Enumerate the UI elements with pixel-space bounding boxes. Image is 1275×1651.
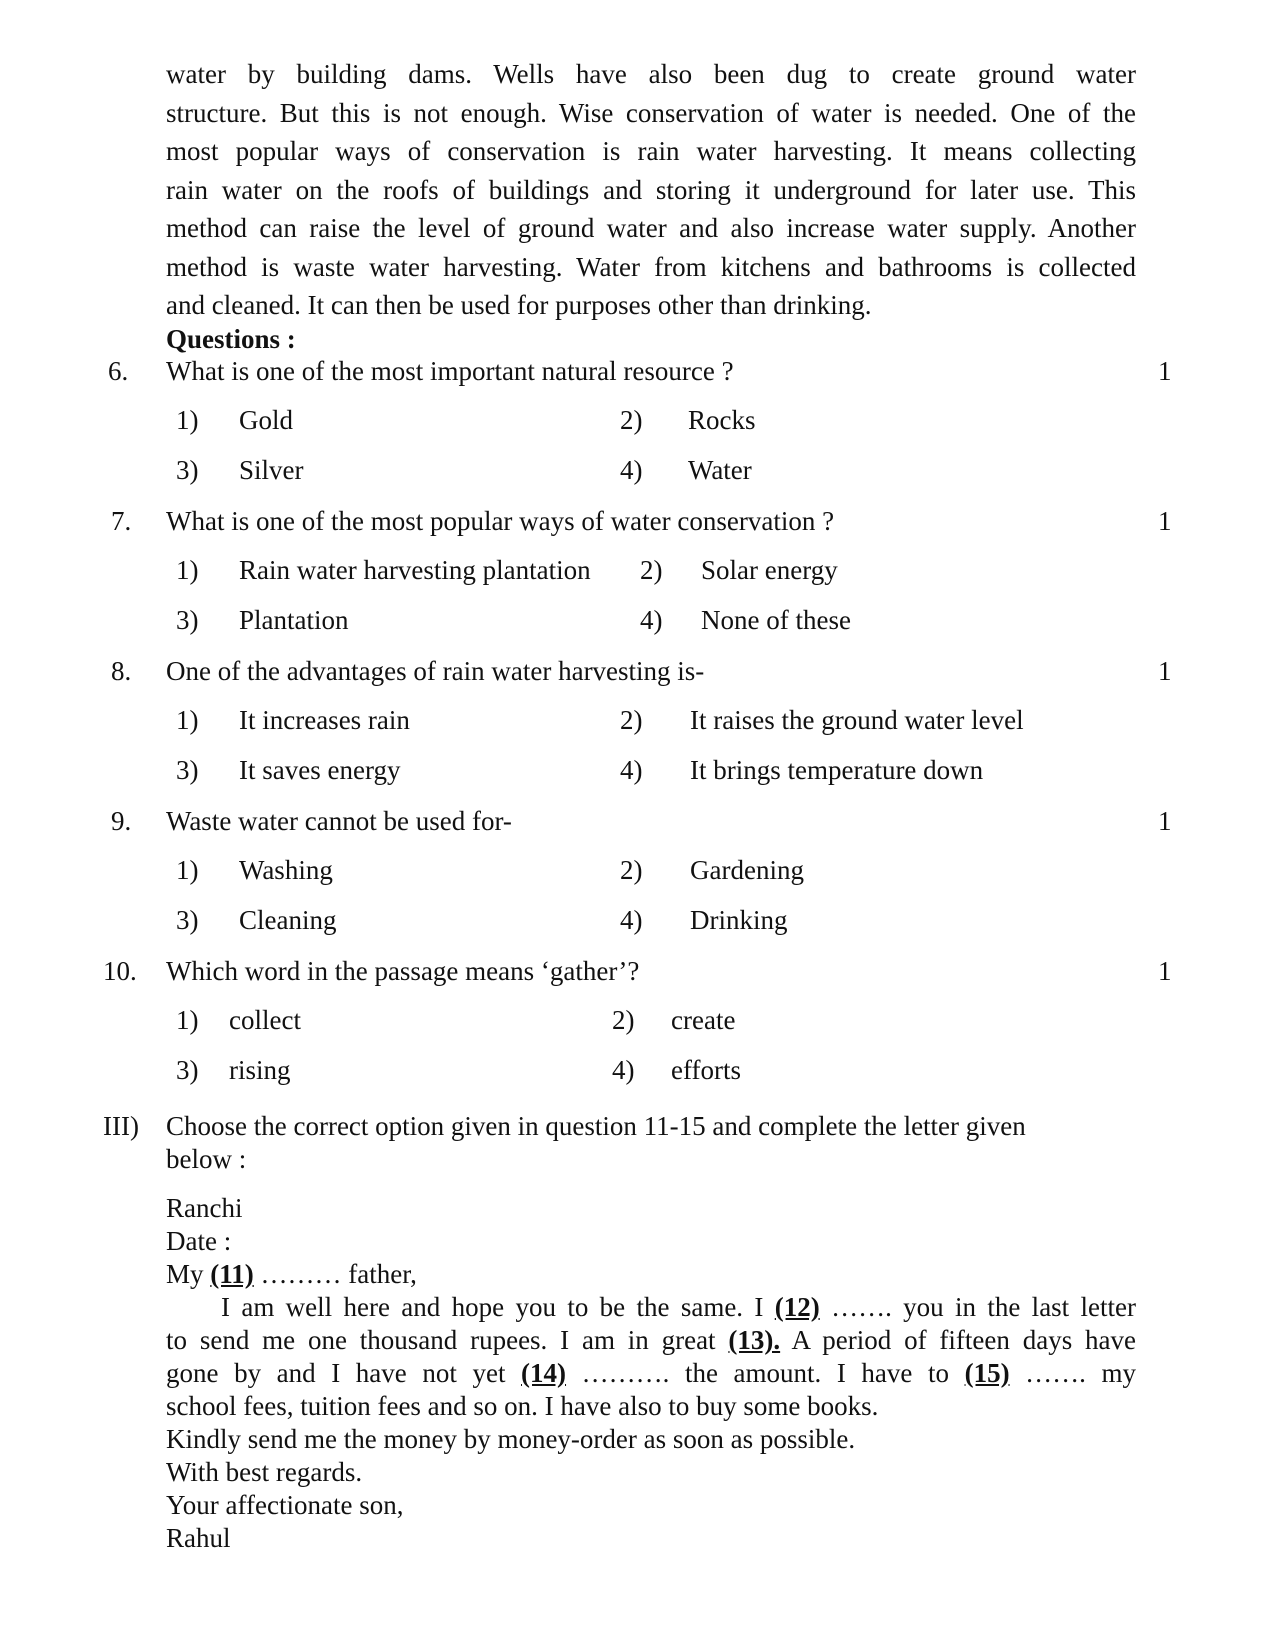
option-text: Plantation: [239, 605, 349, 635]
option-number: 3): [176, 755, 199, 785]
blank-13: (13).: [728, 1325, 781, 1355]
option-text: Rain water harvesting plantation: [239, 555, 591, 585]
comprehension-passage: [166, 55, 1136, 325]
passage-line: structure. But this is not enough. Wise conservation of water is needed. One of the: [166, 97, 1136, 128]
letter-place: Ranchi: [166, 1193, 243, 1223]
blank-11: (11): [210, 1259, 254, 1289]
option-text: Solar energy: [701, 555, 838, 585]
letter-closing: Your affectionate son,: [166, 1490, 404, 1520]
option-text: Silver: [239, 455, 304, 485]
question-number: 10.: [103, 956, 137, 986]
option-text: create: [671, 1005, 736, 1035]
option-number: 3): [176, 605, 199, 635]
option-number: 1): [176, 405, 199, 435]
option-text: Cleaning: [239, 905, 337, 935]
section-label: III): [103, 1111, 139, 1141]
section-instruction: below :: [166, 1144, 247, 1174]
question-number: 6.: [108, 356, 129, 386]
option-text: It saves energy: [239, 755, 401, 785]
option-number: 1): [176, 555, 199, 585]
option-text: efforts: [671, 1055, 741, 1085]
option-text: None of these: [701, 605, 851, 635]
option-number: 2): [612, 1005, 635, 1035]
option-number: 2): [620, 855, 643, 885]
question-number: 7.: [111, 506, 132, 536]
option-number: 1): [176, 1005, 199, 1035]
question-marks: 1: [1158, 806, 1172, 836]
option-number: 2): [620, 405, 643, 435]
question-text: Which word in the passage means ‘gather’?: [166, 956, 640, 986]
question-text: What is one of the most popular ways of water conservation ?: [166, 506, 835, 536]
question-number: 8.: [111, 656, 132, 686]
option-text: It raises the ground water level: [690, 705, 1024, 735]
option-text: Rocks: [688, 405, 756, 435]
question-marks: 1: [1158, 956, 1172, 986]
option-text: It increases rain: [239, 705, 410, 735]
passage-line: water by building dams. Wells have also been dug to create ground water: [166, 59, 1136, 89]
letter-salutation: My (11) ……… father,: [166, 1259, 417, 1289]
option-text: collect: [229, 1005, 301, 1035]
option-number: 4): [620, 455, 643, 485]
letter-body-line: gone by and I have not yet (14) ………. the amount. I have to (15) ……. my: [166, 1358, 1136, 1388]
option-number: 3): [176, 1055, 199, 1085]
section-instruction: Choose the correct option given in question 11-15 and complete the letter given: [166, 1111, 1026, 1141]
option-text: It brings temperature down: [690, 755, 984, 785]
letter-request: Kindly send me the money by money-order as soon as possible.: [166, 1424, 856, 1454]
option-number: 1): [176, 855, 199, 885]
option-text: rising: [229, 1055, 291, 1085]
passage-line: rain water on the roofs of buildings and storing it underground for later use. This: [166, 174, 1136, 205]
question-marks: 1: [1158, 356, 1172, 386]
passage-line: method can raise the level of ground water and also increase water supply. Another: [166, 213, 1136, 243]
passage-line: method is waste water harvesting. Water from kitchens and bathrooms is collected: [166, 251, 1136, 282]
question-number: 9.: [111, 806, 132, 836]
question-text: What is one of the most important natural resource ?: [166, 356, 734, 386]
option-number: 4): [620, 905, 643, 935]
blank-12: (12): [774, 1292, 820, 1322]
question-text: One of the advantages of rain water harvesting is-: [166, 656, 705, 686]
option-number: 2): [620, 705, 643, 735]
blank-14: (14): [521, 1358, 567, 1388]
letter-signature: Rahul: [166, 1523, 231, 1553]
option-number: 3): [176, 455, 199, 485]
letter-body-line: to send me one thousand rupees. I am in great (13). A period of fifteen days have: [166, 1325, 1136, 1355]
letter-body-line: I am well here and hope you to be the same. I (12) ……. you in the last letter: [221, 1292, 1136, 1322]
question-marks: 1: [1158, 656, 1172, 686]
passage-line: and cleaned. It can then be used for purposes other than drinking.: [166, 290, 872, 320]
option-number: 1): [176, 705, 199, 735]
option-number: 4): [612, 1055, 635, 1085]
letter-date: Date :: [166, 1226, 232, 1256]
option-number: 3): [176, 905, 199, 935]
blank-15: (15): [964, 1358, 1010, 1388]
option-number: 4): [620, 755, 643, 785]
option-number: 4): [640, 605, 663, 635]
option-text: Water: [688, 455, 752, 485]
option-text: Gold: [239, 405, 293, 435]
option-text: Gardening: [690, 855, 804, 885]
letter-regards: With best regards.: [166, 1457, 363, 1487]
passage-line: most popular ways of conservation is rain water harvesting. It means collecting: [166, 136, 1136, 166]
question-text: Waste water cannot be used for-: [166, 806, 512, 836]
questions-heading: Questions :: [166, 324, 296, 354]
option-number: 2): [640, 555, 663, 585]
option-text: Drinking: [690, 905, 788, 935]
letter-body-line: school fees, tuition fees and so on. I have also to buy some books.: [166, 1391, 879, 1421]
option-text: Washing: [239, 855, 333, 885]
question-marks: 1: [1158, 506, 1172, 536]
